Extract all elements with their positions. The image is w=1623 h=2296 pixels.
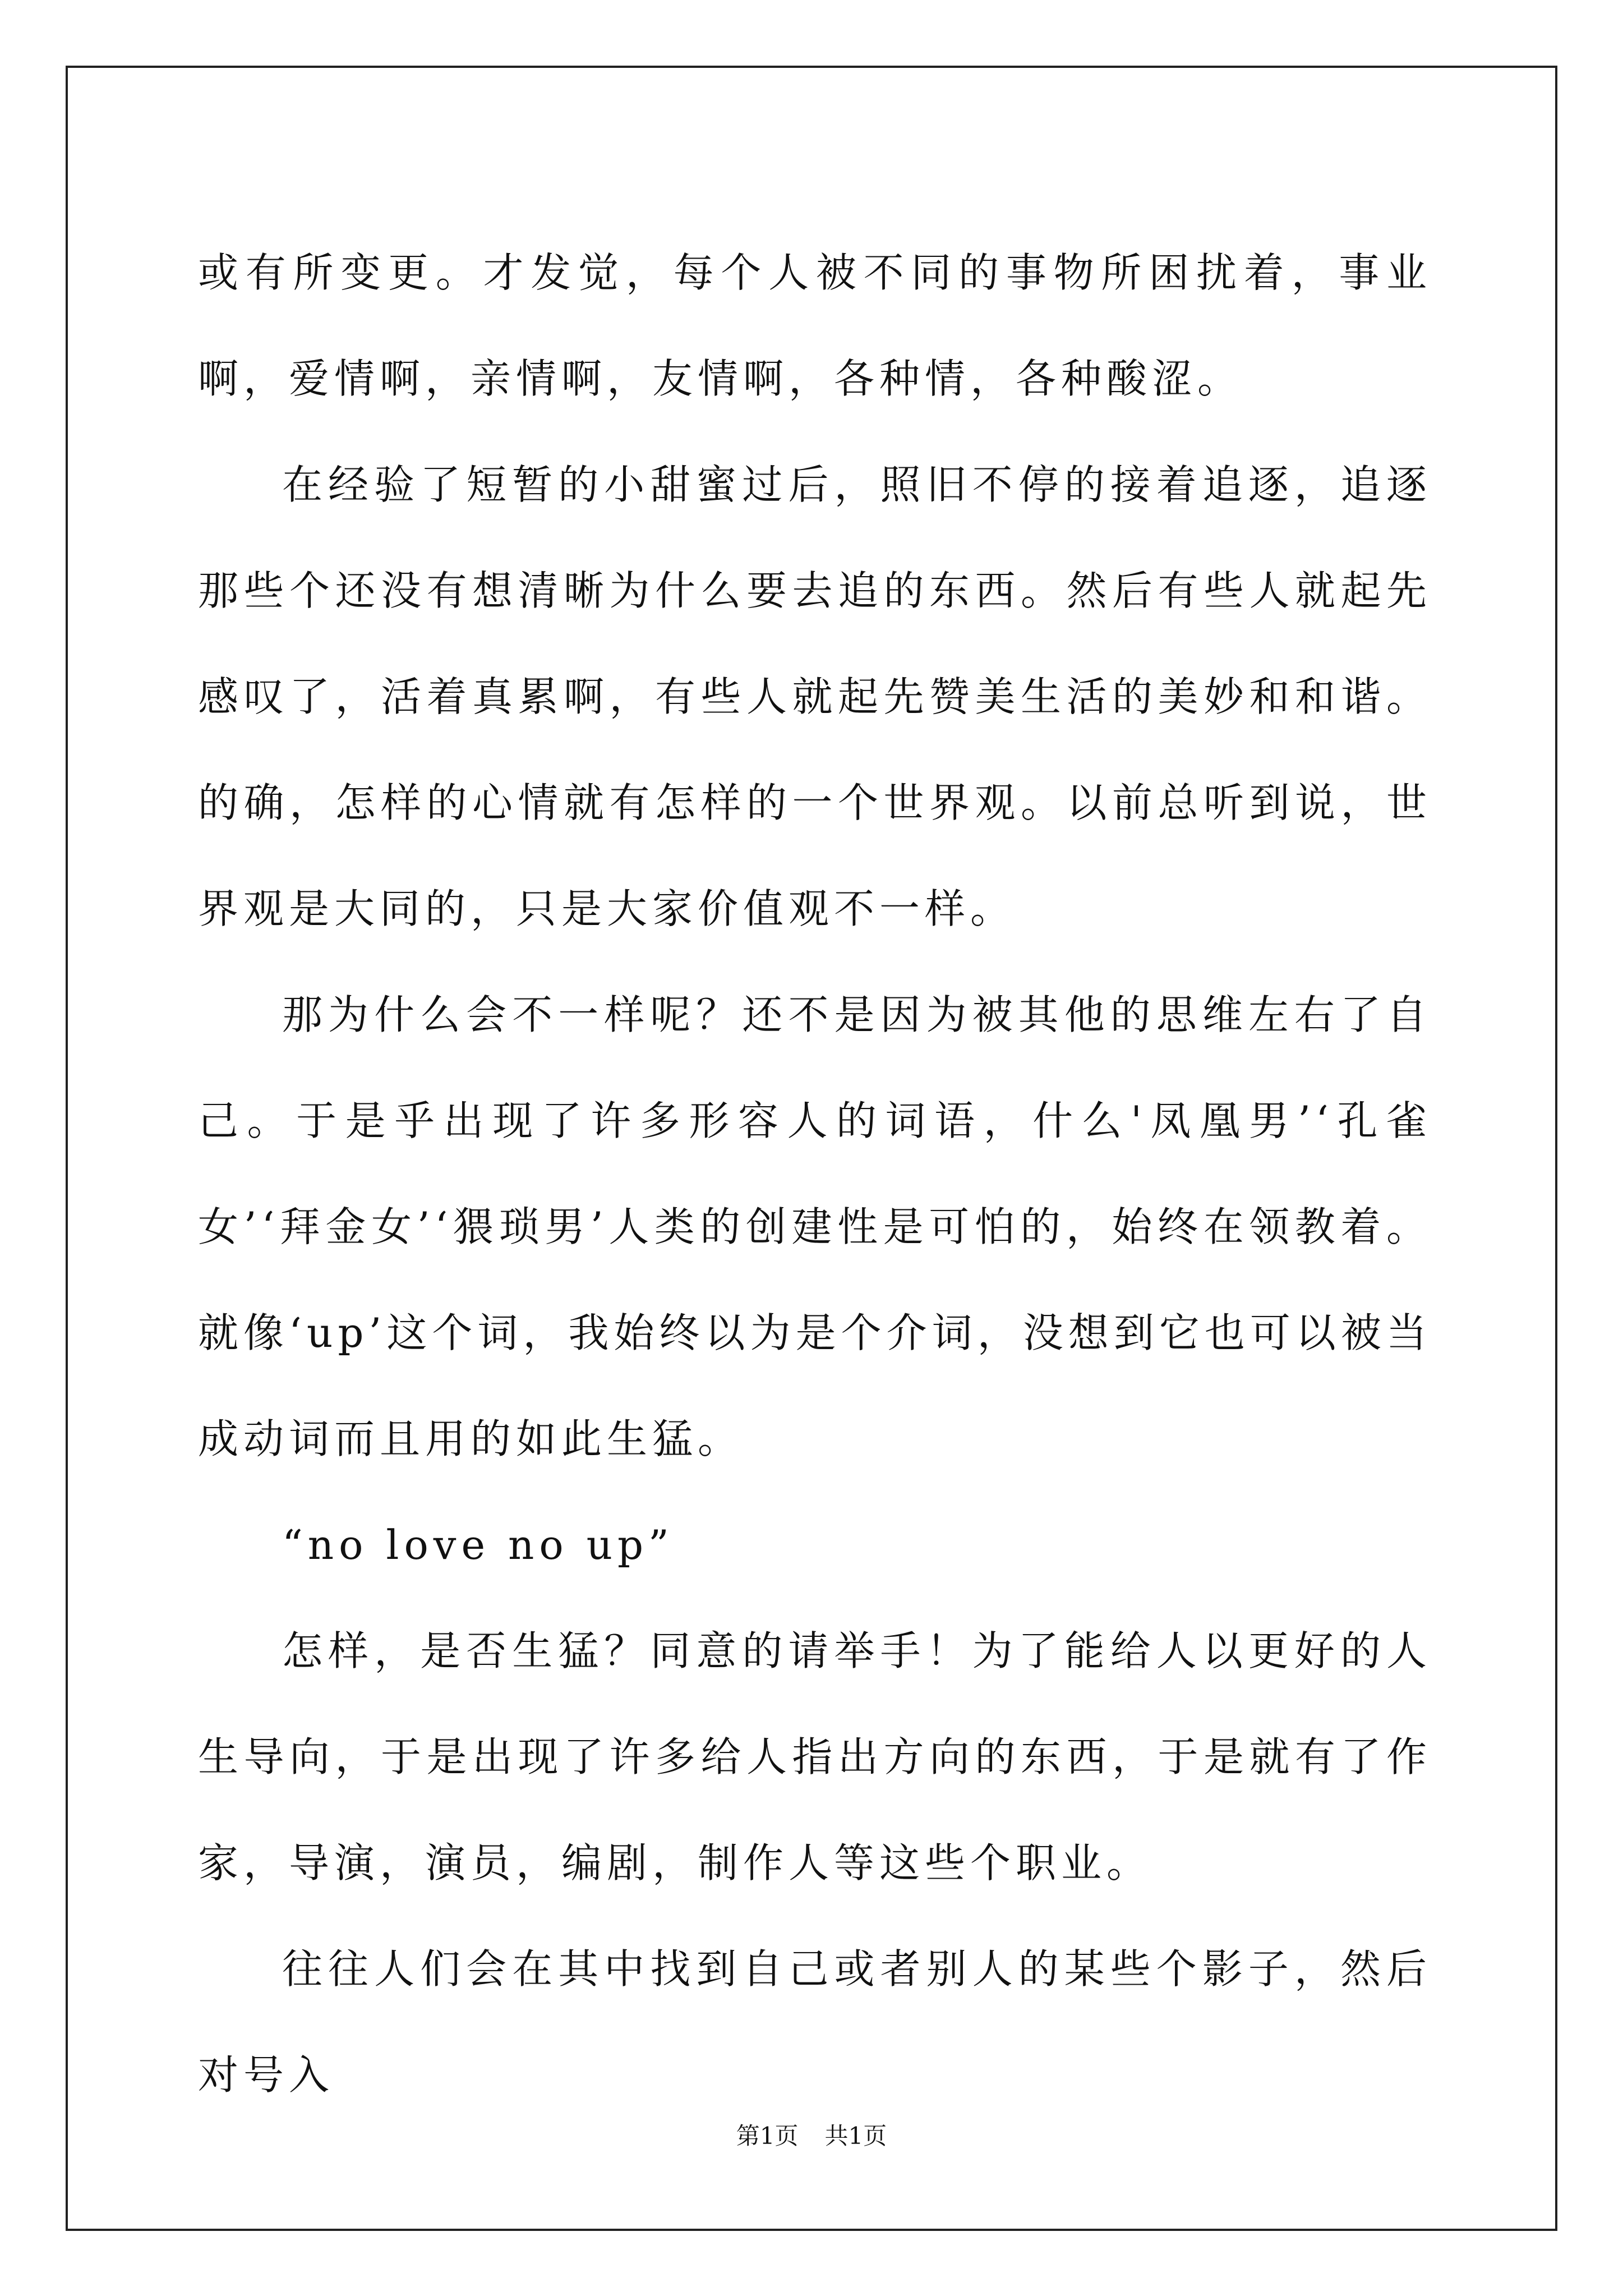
page-number-current: 第1页 (736, 2122, 799, 2150)
paragraph-6: 往往人们会在其中找到自己或者别人的某些个影子，然后对号入 (198, 1945, 1432, 2099)
paragraph-2: 在经验了短暂的小甜蜜过后，照旧不停的接着追逐，追逐那些个还没有想清晰为什么要去追的东西。然后有些人就起先感叹了，活着真累啊，有些人就起先赞美生活的美妙和和谐。的确，怎样的心情就有怎样的一个世界观。以前总听到说，世界观是大同的，只是大家价值观不一样。 (198, 461, 1432, 932)
paragraph-5: 怎样，是否生猛？同意的请举手！为了能给人以更好的人生导向，于是出现了许多给人指出方向的东西，于是就有了作家，导演，演员，编剧，制作人等这些个职业。 (198, 1627, 1432, 1887)
page-number-total: 共1页 (824, 2122, 887, 2150)
paragraph-1: 或有所变更。才发觉，每个人被不同的事物所困扰着，事业啊，爱情啊，亲情啊，友情啊，各种情，各种酸涩。 (198, 249, 1432, 402)
page-footer (0, 2119, 1623, 2153)
document-body (198, 220, 1432, 2128)
paragraph-3: 那为什么会不一样呢？还不是因为被其他的思维左右了自己。于是乎出现了许多形容人的词语，什么'凤凰男’‘孔雀女’‘拜金女’‘猥琐男’人类的创建性是可怕的，始终在领教着。就像‘up’这个词，我始终以为是个介词，没想到它也可以被当成动词而且用的如此生猛。 (198, 991, 1432, 1462)
paragraph-4: “no love no up” (282, 1521, 674, 1568)
